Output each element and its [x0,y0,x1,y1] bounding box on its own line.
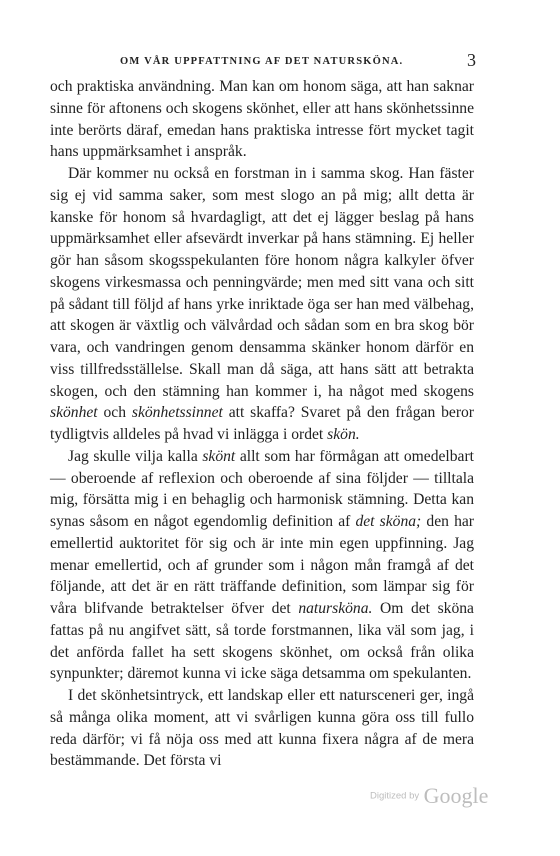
page-number: 3 [467,50,476,70]
emphasized-text: skönhet [50,404,98,422]
emphasized-text: skönt [202,447,236,465]
text-run: Jag skulle vilja kalla [68,447,203,465]
text-run: Om det sköna fattas på nu angifvet sätt, så torde forstmannen, lika väl som jag, i det anförda fallet ha sett skogens skönhet, om också från olika synpunkter; däremot kunna vi icke säga detsamma om spekulanten. [50,600,474,683]
emphasized-text: det sköna; [355,513,422,530]
book-page [50,52,474,772]
paragraph [50,446,474,685]
text-run: allt som har förmågan att omedelbart — oberoende af reflexion och oberoende af sina följder — tilltala mig, försätta mig i en behaglig och harmonisk stämning. Detta kan synas såsom en något egendomlig definition af [50,447,474,530]
digitization-footer [370,783,488,809]
running-title: OM VÅR UPPFATTNING AF DET NATURSKÖNA. [120,56,404,67]
emphasized-text: skönhetssinnet [131,404,223,422]
text-run: Där kommer nu också en forstman in i samma skog. Han fäster sig ej vid samma saker, som mest slogo an på mig; allt detta är kanske för honom så hvardagligt, att det ej lägger beslag på hans uppmärksamhet eller afsevärdt inverkar på hans stämning. Ej heller gör han såsom skogsspekulanten före honom några kalkyler öfver skogens virkesmassa och penningvärde; men med sitt vana och sitt på sådant till följd af hans yrke inriktade öga ser han med välbehag, att skogen är växtlig och välvårdad och sådan som en bra skog bör vara, och vandringen genom densamma skänker honom därför en viss tillfredsställelse. Skall man då säga, att hans sätt att betrakta skogen, och den stämning han kommer i, ha något med skogens [50,165,474,400]
text-run: den har emellertid auktoritet för sig och är inte min egen uppfinning. Jag menar emellertid, och af grunder som i någon mån framgå af det följande, att det är en rätt träffande definition, som lämpar sig för våra blifvande betraktelser öfver det [50,513,474,617]
paragraph [50,163,474,446]
digitized-label: Digitized by [370,790,420,802]
paragraph [50,685,474,772]
emphasized-text: natursköna. [298,600,373,617]
paragraph [50,76,474,163]
text-run: I det skönhetsintryck, ett landskap eller ett natursceneri ger, ingå så många olika moment, att vi svårligen kunna göra oss till fullo reda därför; vi få nöja oss med att kunna fixera några af de mera bestämmande. Det första vi [50,687,474,770]
google-logo: Google [423,783,489,808]
body-text [50,76,474,772]
text-run: och [97,404,132,422]
text-run: och praktiska användning. Man kan om honom säga, att han saknar sinne för aftonens och skogens skönhet, eller att hans skönhetssinne inte berörts däraf, emedan hans praktiska intresse fört mycket tagit hans uppmärksamhet i anspråk. [50,78,474,161]
text-run: att skaffa? Svaret på den frågan beror tydligtvis alldeles på hvad vi inlägga i ordet [50,404,475,443]
running-head [50,52,474,76]
emphasized-text: skön. [327,426,360,443]
